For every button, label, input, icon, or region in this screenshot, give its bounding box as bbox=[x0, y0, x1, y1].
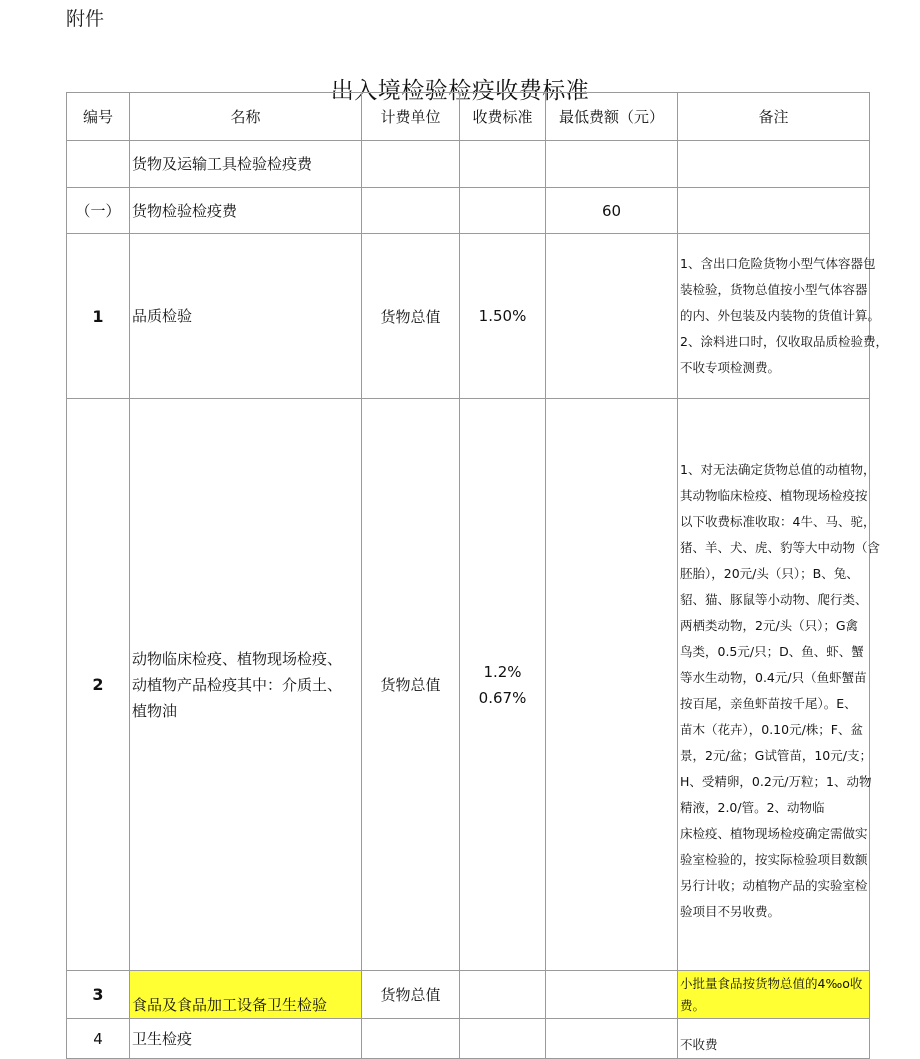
header-rate: 收费标准 bbox=[460, 93, 546, 141]
row-number: 2 bbox=[67, 399, 130, 971]
rate-line: 0.67% bbox=[478, 688, 527, 707]
remark-line: 验项目不另收费。 bbox=[680, 903, 781, 919]
remark-line: 床检疫、植物现场检疫确定需做实 bbox=[680, 825, 868, 841]
name-line: 动植物产品检疫其中：介质土、 bbox=[132, 675, 343, 694]
remark-line: 费。 bbox=[680, 997, 706, 1013]
row-min-fee: 60 bbox=[546, 188, 678, 234]
row-remarks bbox=[678, 188, 870, 234]
row-min-fee bbox=[546, 399, 678, 971]
row-rate bbox=[460, 399, 546, 971]
table-row bbox=[67, 234, 870, 399]
remark-line: 景，2元/盆；G试管苗，10元/支； bbox=[680, 747, 872, 763]
header-name: 名称 bbox=[130, 93, 362, 141]
remark-line: 貂、猫、豚鼠等小动物、爬行类、 bbox=[680, 591, 868, 607]
table-row bbox=[67, 399, 870, 971]
row-remarks bbox=[678, 399, 881, 971]
row-number: 3 bbox=[67, 971, 130, 1019]
remark-line: 其动物临床检疫、植物现场检疫按 bbox=[680, 487, 868, 503]
row-number: 1 bbox=[67, 234, 130, 399]
remark-line: 精液，2.0/管。2、动物临 bbox=[680, 799, 825, 815]
row-remarks bbox=[678, 141, 870, 188]
row-name bbox=[130, 399, 362, 971]
row-name: 货物检验检疫费 bbox=[130, 188, 362, 234]
row-name: 货物及运输工具检验检疫费 bbox=[130, 141, 362, 188]
remark-line: 装检验，货物总值按小型气体容器 bbox=[680, 282, 868, 297]
remark-line: 鸟类，0.5元/只；D、鱼、虾、蟹 bbox=[680, 643, 864, 659]
header-remarks: 备注 bbox=[678, 93, 870, 141]
row-min-fee bbox=[546, 234, 678, 399]
row-name: 卫生检疫 bbox=[130, 1019, 362, 1059]
remark-line: 另行计收；动植物产品的实验室检 bbox=[680, 877, 868, 893]
remark-line: 以下收费标准收取：4牛、马、驼， bbox=[680, 513, 876, 529]
rate-line: 1.2% bbox=[483, 662, 522, 681]
name-line: 植物油 bbox=[132, 701, 178, 720]
remark-line: 猪、羊、犬、虎、豹等大中动物（含 bbox=[680, 539, 881, 555]
remark-line: 2、涂料进口时，仅收取品质检验费， bbox=[680, 334, 888, 349]
remark-line: 的内、外包装及内装物的货值计算。 bbox=[680, 308, 881, 323]
table-row bbox=[67, 141, 870, 188]
header-number: 编号 bbox=[67, 93, 130, 141]
remark-line: 不收费 bbox=[680, 1037, 718, 1052]
remark-line: 1、含出口危险货物小型气体容器包 bbox=[680, 256, 876, 271]
row-number: （一） bbox=[67, 188, 130, 234]
remark-line: 验室检验的，按实际检验项目数额 bbox=[680, 851, 868, 867]
remark-line: 按百尾，亲鱼虾苗按千尾）。E、 bbox=[680, 695, 857, 711]
remark-line: 小批量食品按货物总值的4‰o收 bbox=[680, 975, 863, 991]
row-name: 食品及食品加工设备卫生检验 bbox=[130, 971, 362, 1019]
row-rate bbox=[460, 141, 546, 188]
remark-line: 等水生动物，0.4元/只（鱼虾蟹苗 bbox=[680, 669, 867, 685]
row-remarks bbox=[678, 234, 888, 399]
header-min-fee: 最低费额（元） bbox=[546, 93, 678, 141]
row-unit: 货物总值 bbox=[362, 399, 460, 971]
row-min-fee bbox=[546, 971, 678, 1019]
row-number: 4 bbox=[67, 1019, 130, 1059]
remark-line: 不收专项检测费。 bbox=[680, 360, 781, 375]
row-name: 品质检验 bbox=[130, 234, 362, 399]
row-unit bbox=[362, 141, 460, 188]
table-row bbox=[67, 971, 870, 1019]
remark-line: 苗木（花卉），0.10元/株；F、盆 bbox=[680, 721, 863, 737]
row-remarks bbox=[678, 971, 870, 1019]
row-unit bbox=[362, 188, 460, 234]
remark-line: 两栖类动物，2元/头（只）；G禽 bbox=[680, 617, 859, 633]
table-row bbox=[67, 188, 870, 234]
row-unit: 货物总值 bbox=[362, 234, 460, 399]
page-title: 出入境检验检疫收费标准 bbox=[330, 78, 590, 104]
table-header-row bbox=[67, 93, 870, 141]
row-number bbox=[67, 141, 130, 188]
row-rate bbox=[460, 188, 546, 234]
remark-line: 1、对无法确定货物总值的动植物， bbox=[680, 461, 876, 477]
remark-line: H、受精卵，0.2元/万粒；1、动物 bbox=[680, 773, 872, 789]
name-line: 动物临床检疫、植物现场检疫、 bbox=[132, 649, 343, 668]
row-rate bbox=[460, 971, 546, 1019]
row-unit: 货物总值 bbox=[362, 971, 460, 1019]
header-unit: 计费单位 bbox=[362, 93, 460, 141]
fee-table bbox=[66, 92, 888, 1059]
row-rate: 1.50% bbox=[460, 234, 546, 399]
attachment-label: 附件 bbox=[66, 8, 105, 30]
remark-line: 胚胎），20元/头（只）；B、兔、 bbox=[680, 565, 859, 581]
row-min-fee bbox=[546, 141, 678, 188]
